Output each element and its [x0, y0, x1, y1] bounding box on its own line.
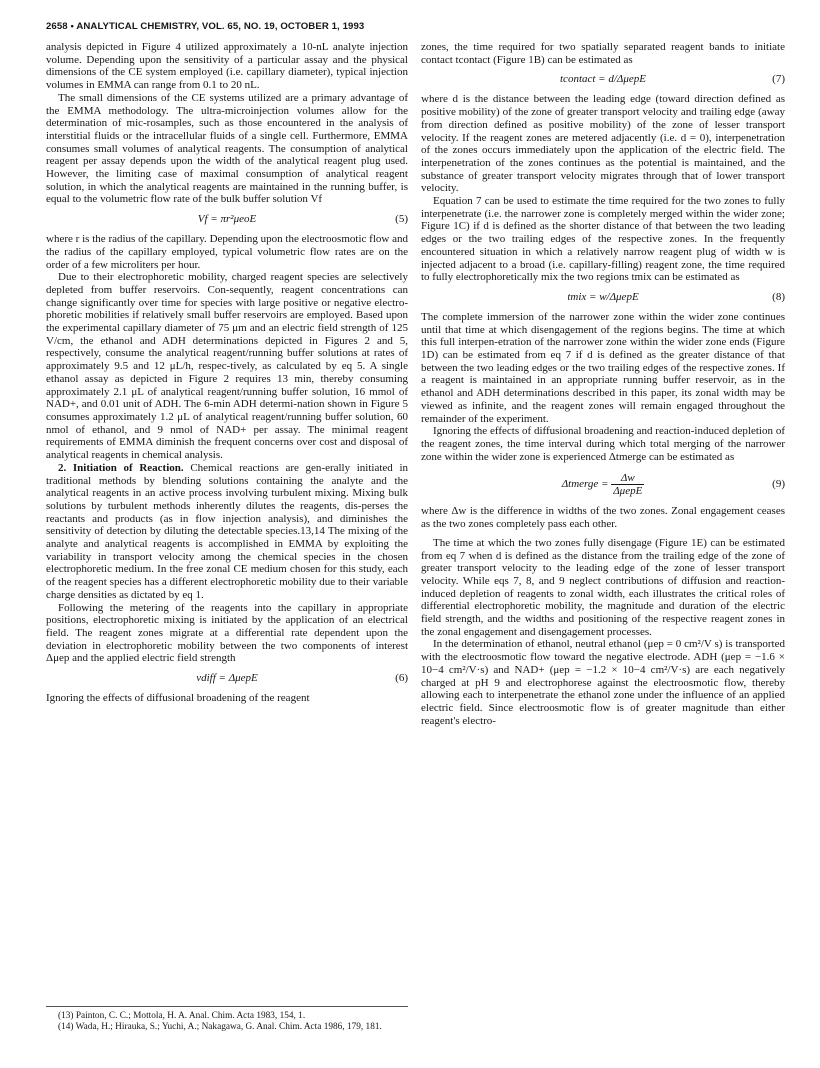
equation-8	[421, 288, 785, 307]
paragraph: Ignoring the effects of diffusional broadening and reaction-induced depletion of the reagent zones, the time interval during which total merging of the narrower zone within the wider zone is experienced Δtmerge can be estimated as	[421, 425, 785, 463]
footnote-14: (14) Wada, H.; Hirauka, S.; Yuchi, A.; Nakagawa, G. Anal. Chim. Acta 1986, 179, 181.	[58, 1021, 382, 1032]
fraction-denominator: ΔμepE	[613, 485, 643, 498]
equation-6	[46, 669, 408, 688]
running-header: 2658 • ANALYTICAL CHEMISTRY, VOL. 65, NO. 19, OCTOBER 1, 1993	[46, 21, 365, 32]
paragraph: where r is the radius of the capillary. Depending upon the electroosmotic flow and the radius of the capillary employed, typical volumetric flow rates are on the order of a few microliters per hour.	[46, 233, 408, 271]
paragraph: The complete immersion of the narrower zone within the wider zone continues until that time at which disengagement of the regions begins. The time at which this full interpen-etration of the narrower zone within the wider zone ends (Figure 1D) can be estimated from eq 7 if d is defined as the greater distance of that between the two leading edges or the two trailing edges of the respective zones. If a reagent is maintained in an appropriate running buffer reservoir, as in the ethanol and ADH determinations described in this paper, its zonal width may be viewed as infinite, and the reagent zones will remain engaged throughout the remainder of the experiment.	[421, 310, 785, 425]
equation-body: tcontact = d/ΔμepE	[560, 73, 646, 86]
equation-fraction	[611, 472, 644, 497]
paragraph: Ignoring the effects of diffusional broadening of the reagent	[46, 692, 310, 705]
equation-lhs: Δtmerge =	[561, 478, 609, 491]
left-column	[46, 41, 408, 705]
paragraph: where d is the distance between the leading edge (toward direction defined as positive mobility) of the zone of greater transport velocity and trailing edge (away from direction defined as positive mobility) of the zone of lesser transport velocity. If the reagent zones are metered adjacently (i.e. d = 0), interpenetration of the zones occurs immediately upon the application of the electric field. The interpenetration of the zones continues as the potential is maintained, and the substance of greater transport velocity migrates through that of lower transport velocity.	[421, 93, 785, 195]
right-column	[421, 41, 785, 727]
paragraph: Due to their electrophoretic mobility, charged reagent species are selectively depleted from buffer reservoirs. Con-sequently, reagent concentrations can change significantly over time for species with large positive or negative electro-phoretic mobilities if relatively small buffer reservoirs are employed. Based upon the experimental capillary diameter of 75 μm and an electric field strength of 125 V/cm, the ethanol and ADH determinations depicted in Figures 2 and 5, respectively, consume the analytical reagent/running buffer solutions at rates of approximately 9.5 and 12 μL/h, respec-tively, as calculated by eq 5. A single ethanol assay as depicted in Figure 2 requires 13 min, thereby consuming approximately 2.1 μL of analytical reagent/running buffer solution, 16 mmol of NAD+, and 0.01 unit of ADH. The 6-min ADH determi-nation shown in Figure 5 consumes approximately 1.2 μL of analytical reagent/running buffer solution, 60 nmol of ethanol, and 9 nmol of NAD+ per assay. The minimal reagent requirements of EMMA diminish the frequent concerns over cost and disposal of analytical reagents in chemical analysis.	[46, 271, 408, 462]
paragraph: analysis depicted in Figure 4 utilized approximately a 10-nL analyte injection volume. Depending upon the sensitivity of a particular assay and the physical dimensions of the CE system employed (i.e. capillary diameter), typical injection volumes in EMMA can range from 0.1 to 20 nL.	[46, 41, 408, 92]
equation-number: (9)	[772, 478, 785, 491]
equation-7	[421, 70, 785, 89]
paragraph-text: Chemical reactions are gen-erally initiated in traditional methods by blending solutions containing the analyte and the analytical reagents in an active process involving turbulent mixing. Mixing bulk solutions by turbulent methods inherently dilutes the reagents, dis-perses the reactants and products (as in flow injection analysis), and diminishes the sensitivity of detection by diluting the detectable species.13,14 The mixing of the analyte and analytical reagents is accomplished in EMMA by exploiting the variability in transport velocity among the chemical species in the chosen electrophoretic medium. In the free zonal CE medium chosen for this study, each of the reagent species has a different electrophoretic mobility due to their variable charge densities as dictated by eq 1.	[46, 461, 408, 601]
equation-number: (5)	[395, 213, 408, 226]
paragraph: The time at which the two zones fully disengage (Figure 1E) can be estimated from eq 7 when d is defined as the distance from the trailing edge of the zone of greater transport velocity to the leading edge of the zone of lesser transport velocity. While eqs 7, 8, and 9 neglect contributions of diffusion and reaction-induced depletion of reagents to zonal width, each illustrates the critical roles of differential electrophoretic mobility, the magnitude and duration of the electric field strength, and the widths and positioning of the respective reagent zones in the zonal engagement and disengagement processes.	[421, 536, 785, 638]
equation-number: (7)	[772, 73, 785, 86]
paragraph: The small dimensions of the CE systems utilized are a primary advantage of the EMMA methodology. The ultra-microinjection volumes allow for the determination of mic-rosamples, such as those encountered in the analysis of interstitial fluids or the intracellular fluids of a single cell. Furthermore, EMMA consumes small volumes of analytical reagents. The consumption of analytical reagent per assay depends upon the width of the analytical reagent plug used. However, the limiting case of maximal consumption of analytical reagent solution, in which the analytical reagents are maintained in the running buffer, is equal to the volumetric flow rate of the bulk buffer solution Vf	[46, 91, 408, 206]
paragraph: where Δw is the difference in widths of the two zones. Zonal engagement ceases as the two zones completely pass each other.	[421, 505, 785, 531]
equation-9	[421, 467, 785, 501]
footnotes	[46, 1006, 408, 1033]
equation-body: tmix = w/ΔμepE	[567, 290, 639, 303]
equation-body: vdiff = ΔμepE	[196, 672, 258, 685]
paragraph: In the determination of ethanol, neutral ethanol (μep = 0 cm²/V s) is transported with the electroosmotic flow toward the negative electrode. ADH (μep = −1.6 × 10−4 cm²/V·s) and NAD+ (μep = −1.2 × 10−4 cm²/V·s) are each negatively charged at pH 9 and electrophorese against the electroosmotic flow, thereby allowing each to interpenetrate the ethanol zone under the influence of an applied electric field. Since electroosmotic flow is of greater magnitude than either reagent's electro-	[421, 638, 785, 727]
footnote-13: (13) Painton, C. C.; Mottola, H. A. Anal. Chim. Acta 1983, 154, 1.	[58, 1011, 306, 1021]
section-heading: 2. Initiation of Reaction.	[58, 461, 184, 474]
equation-number: (6)	[395, 672, 408, 685]
paragraph	[46, 462, 408, 602]
equation-body: Vf = πr²μeoE	[197, 213, 257, 226]
equation-number: (8)	[772, 290, 785, 303]
paragraph: Equation 7 can be used to estimate the time required for the two zones to fully interpenetrate (i.e. the narrower zone is completely merged within the wider zone; Figure 1C) if d is defined as the shorter distance of that between the two leading edges or the two trailing edges of the respective zones. In the frequently encountered situation in which a relatively narrow reagent plug of width w is injected adjacent to a broad (i.e. capillary-filling) reagent zone, the time required to fully electrophoretically mix the two regions tmix can be estimated as	[421, 195, 785, 284]
paragraph: zones, the time required for two spatially separated reagent bands to initiate contact tcontact (Figure 1B) can be estimated as	[421, 41, 785, 66]
fraction-numerator: Δw	[611, 472, 644, 485]
equation-5	[46, 210, 408, 229]
paragraph: Following the metering of the reagents into the capillary in appropriate positions, electrophoretic mixing is initiated by the application of an electrical field. The reagent zones migrate at a differential rate dependent upon the deviation in electrophoretic mobility between the two components of interest Δμep and the applied electric field strength	[46, 601, 408, 665]
